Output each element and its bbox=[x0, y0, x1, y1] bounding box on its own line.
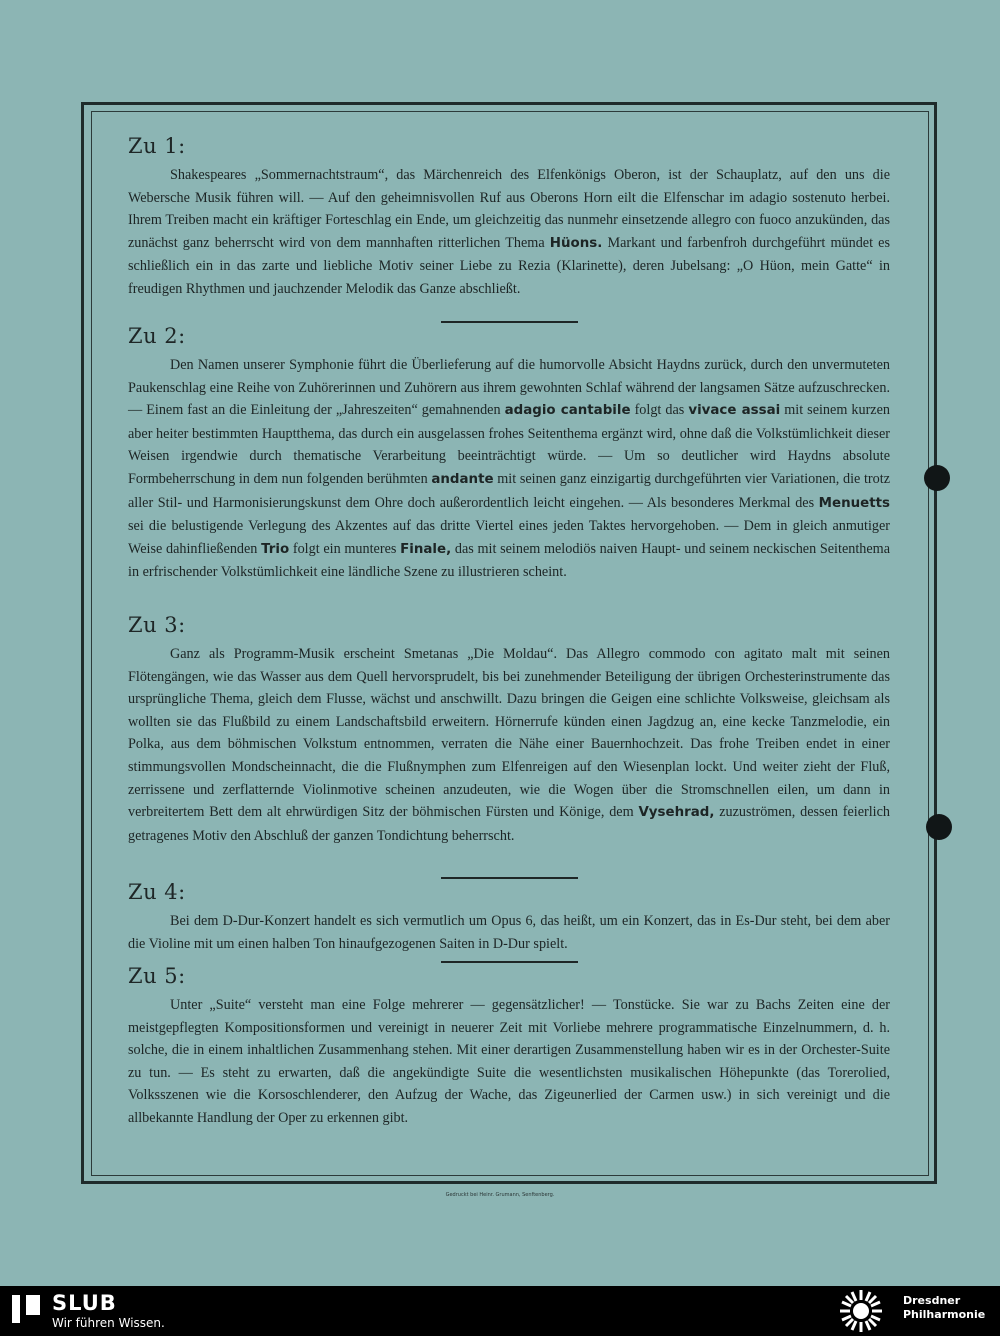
section-zu-5 bbox=[128, 964, 890, 1130]
emphasized-term: Trio bbox=[261, 541, 290, 557]
slub-logo-icon[interactable] bbox=[12, 1295, 40, 1323]
slub-name[interactable]: SLUB bbox=[52, 1291, 117, 1315]
punch-hole-bottom bbox=[926, 814, 952, 840]
section-zu-1 bbox=[128, 134, 890, 301]
emphasized-term: Hüons. bbox=[549, 235, 603, 251]
dresdner-philharmonie-logo-icon[interactable] bbox=[838, 1288, 884, 1334]
text-run: mit seinem kurzen aber heiter bestimmten Hauptthema, das durch ein ausgelassen frohes Seitenthema ergänzt wird, ohne daß die Volkstümlichkeit dieser Weisen irgendwie durch thematische Verarbeitung beeinträchtigt würde. — Um so deutlicher wird Haydns absolute Formbeherrschung in dem nun folgenden berühmten bbox=[128, 402, 890, 487]
emphasized-term: Finale, bbox=[400, 541, 452, 557]
text-run: Bei dem D-Dur-Konzert handelt es sich vermutlich um Opus 6, das heißt, um ein Konzert, das in Es-Dur steht, bei dem aber die Violine mit um einen halben Ton hinaufgezogenen Saiten in D-Dur spielt. bbox=[128, 913, 890, 952]
section-divider bbox=[441, 877, 578, 879]
partner-line-2: Philharmonie bbox=[903, 1308, 986, 1321]
punch-hole-top bbox=[924, 465, 950, 491]
text-run: Markant und farbenfroh durchgeführt mündet es schließlich ein in das zarte und liebliche Motiv seiner Liebe zu Rezia (Klarinette), deren Jubelsang: „O Hüon, mein Gatte“ in freudigen Rhythmen und jauchzender Melodik das Ganze abschließt. bbox=[128, 234, 890, 297]
printer-note: Gedruckt bei Heinr. Grumann, Senftenberg. bbox=[445, 1192, 555, 1198]
emphasized-term: vivace assai bbox=[688, 403, 781, 419]
section-heading: Zu 1: bbox=[128, 134, 186, 158]
text-run: folgt das bbox=[630, 402, 689, 419]
section-divider bbox=[441, 961, 578, 963]
section-text bbox=[128, 910, 890, 955]
viewer-footer bbox=[0, 1286, 1000, 1336]
partner-line-1: Dresdner bbox=[903, 1294, 961, 1307]
text-run: zuzuströmen, dessen feierlich getragenes Motiv den Abschluß der ganzen Tondichtung beherrscht. bbox=[128, 804, 890, 844]
text-run: das mit seinem melodiös naiven Haupt- und seinem neckischen Seitenthema in erfrischender Volkstümlichkeit eine ländliche Szene zu illustrieren scheint. bbox=[128, 540, 890, 581]
section-text bbox=[128, 643, 890, 847]
section-zu-4 bbox=[128, 880, 890, 955]
emphasized-term: Menuetts bbox=[818, 495, 890, 511]
section-heading: Zu 2: bbox=[128, 324, 186, 348]
section-zu-3 bbox=[128, 613, 890, 847]
emphasized-term: adagio cantabile bbox=[504, 403, 631, 419]
text-run: folgt ein munteres bbox=[289, 540, 401, 557]
section-zu-2 bbox=[128, 324, 890, 584]
emphasized-term: Vysehrad, bbox=[638, 805, 715, 821]
emphasized-term: andante bbox=[431, 471, 494, 487]
text-run: Den Namen unserer Symphonie führt die Überlieferung auf die humorvolle Absicht Haydns zurück, durch den unvermuteten Paukenschlag eine Reihe von Zuhörerinnen und Zuhörern aus ihrem gewohnten Schlaf während der langsamen Sätze aufzuschrecken. — Einem fast an die Einleitung der „Jahreszeiten“ gemahnenden bbox=[128, 357, 890, 419]
dresdner-philharmonie-name[interactable] bbox=[903, 1294, 998, 1322]
text-run: Ganz als Programm-Musik erscheint Smetanas „Die Moldau“. Das Allegro commodo con agitato malt mit seinen Flötengängen, wie das Wasser aus dem Quell hervorsprudelt, bis bei zunehmender Beteiligung der übrigen Orchesterinstrumente das ursprüngliche Thema, gleich dem Flusse, wächst und anschwillt. Dazu bringen die Geigen eine schlichte Volksweise, gleichsam als wollten sie das Flußbild zu einem Landschaftsbild erweitern. Hörnerrufe künden einen Jagdzug an, eine kecke Tanzmelodie, ein Polka, aus dem böhmischen Volkstum entnommen, verraten die Nähe einer Bauernhochzeit. Das frohe Treiben endet in einer stimmungsvollen Mondscheinnacht, die die Flußnymphen zum Elfenreigen auf den Wiesenplan lockt. Und weiter zieht der Fluß, zerrissene und zerflatternde Violinmotive scheinen anzudeuten, wie die Wogen über die Stromschnellen eilen, um dann in verbreitertem Bett dem alt ehrwürdigen Sitz der böhmischen Fürsten und Könige, dem bbox=[128, 646, 890, 821]
section-divider bbox=[441, 321, 578, 323]
section-heading: Zu 5: bbox=[128, 964, 186, 988]
section-heading: Zu 3: bbox=[128, 613, 186, 637]
text-run: mit seinen ganz einzigartig durchgeführten vier Variationen, die trotz aller Stil- und Harmonisierungskunst dem Ohre doch außerordentlich leicht eingehen. — Als besonderes Merkmal des bbox=[128, 470, 890, 511]
section-text bbox=[128, 994, 890, 1130]
section-text bbox=[128, 164, 890, 301]
text-run: Shakespeares „Sommernachtstraum“, das Märchenreich des Elfenkönigs Oberon, ist der Schauplatz, auf den uns die Webersche Musik führen will. — Auf den geheimnisvollen Ruf aus Oberons Horn eilt die Elfenschar im adagio sostenuto herbei. Ihrem Treiben macht ein kräftiger Forteschlag ein Ende, um gleichzeitig das nunmehr einsetzende allegro con fuoco anzukünden, das zunächst ganz beherrscht wird von dem mannhaften ritterlichen Thema bbox=[128, 167, 890, 251]
section-text bbox=[128, 354, 890, 584]
text-run: sei die belustigende Verlegung des Akzentes auf das dritte Viertel eines jeden Taktes hervorgehoben. — Dem in gleich anmutiger Weise dahinfließenden bbox=[128, 518, 890, 557]
text-run: Unter „Suite“ versteht man eine Folge mehrerer — gegensätzlicher! — Tonstücke. Sie war zu Bachs Zeiten eine der meistgepflegten Kompositionsformen und vereinigt in neuerer Zeit mit Vorliebe mehrere programmatische Einzelnummern, d. h. solche, die in einem inhaltlichen Zusammenhang stehen. Mit einer derartigen Zusammenstellung haben wir es in der Orchester-Suite zu tun. — Es steht zu erwarten, daß die angekündigte Suite die wesentlichsten musikalischen Höhepunkte (das Torerolied, Volksszenen wie die Korsoschlenderer, den Aufzug der Wache, das Zigeunerlied der Carmen usw.) in sich vereinigt und die allbekannte Handlung der Oper zu erkennen gibt. bbox=[128, 997, 890, 1126]
section-heading: Zu 4: bbox=[128, 880, 186, 904]
slub-tagline: Wir führen Wissen. bbox=[52, 1316, 165, 1330]
